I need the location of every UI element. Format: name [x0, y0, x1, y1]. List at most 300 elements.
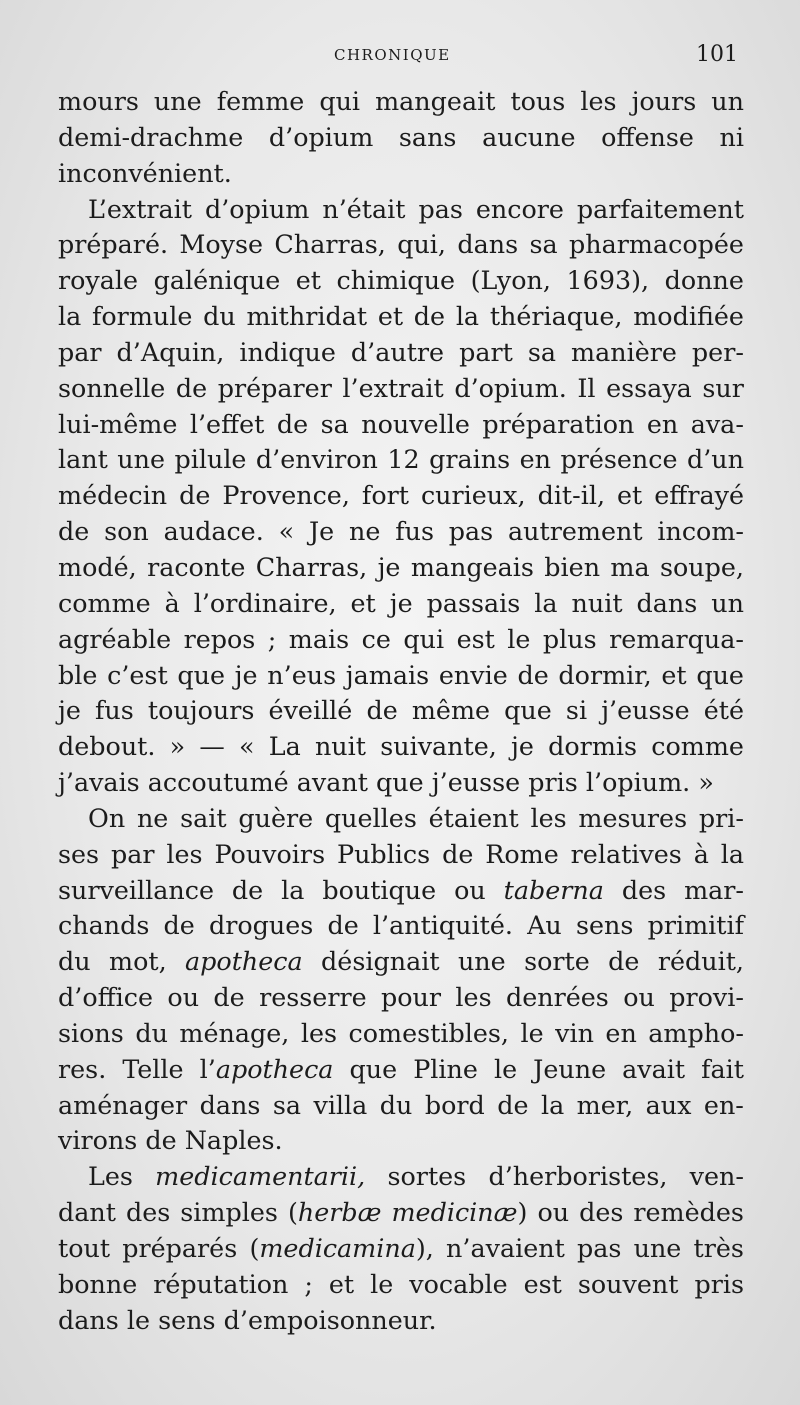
text: d’environ — [255, 444, 378, 475]
text: manière — [571, 336, 677, 367]
text: sa — [527, 336, 556, 367]
text: denrées — [505, 982, 609, 1013]
text: été — [703, 695, 744, 726]
text: grains — [429, 444, 511, 475]
text: surveillance — [58, 874, 214, 905]
word — [289, 622, 349, 658]
word — [504, 873, 604, 909]
word — [205, 192, 309, 228]
word — [482, 407, 634, 443]
word — [378, 299, 403, 335]
text: villa — [313, 1089, 368, 1120]
italic-text: taberna — [503, 874, 604, 905]
text: et — [617, 480, 643, 511]
text: la — [540, 1089, 565, 1120]
text-line — [58, 980, 744, 1016]
word — [288, 1195, 382, 1231]
text: l’effet — [189, 408, 265, 439]
word — [304, 1267, 313, 1303]
text: si — [565, 695, 588, 726]
text: que — [349, 1053, 398, 1084]
word — [321, 944, 440, 980]
text: de — [163, 910, 195, 941]
text: « — [239, 731, 255, 762]
word — [494, 1052, 517, 1088]
text: d’autre — [350, 336, 445, 367]
text: bonne — [58, 1268, 138, 1299]
text-line — [58, 729, 744, 765]
text-line — [58, 156, 744, 192]
word — [504, 693, 552, 729]
word — [58, 586, 151, 622]
word — [200, 1052, 334, 1088]
word — [165, 586, 180, 622]
word — [158, 1303, 215, 1339]
text: une — [153, 86, 202, 116]
text: de — [175, 372, 208, 403]
text: quelles — [324, 802, 417, 833]
text: drogues — [208, 910, 314, 941]
word — [174, 442, 246, 478]
text: suivante, — [380, 731, 497, 762]
text: fait — [701, 1053, 744, 1084]
text: virons — [58, 1125, 138, 1156]
word — [58, 550, 137, 586]
word — [482, 120, 575, 156]
word — [665, 263, 744, 299]
word — [145, 1123, 176, 1159]
word — [578, 801, 687, 837]
word — [58, 1267, 137, 1303]
text-line — [58, 84, 744, 120]
word — [351, 586, 376, 622]
text: d’empoisonneur. — [223, 1304, 437, 1335]
text-line — [58, 514, 744, 550]
text: d’opium. — [454, 372, 567, 403]
word — [694, 1231, 744, 1267]
text: Provence, — [222, 480, 350, 511]
word — [399, 120, 457, 156]
word — [269, 729, 301, 765]
text: désignait — [321, 946, 440, 977]
word — [370, 1267, 393, 1303]
text: pas — [576, 1233, 622, 1263]
text: ni — [719, 121, 744, 152]
word — [432, 765, 520, 801]
italic-text: apotheca — [215, 1053, 334, 1084]
text: le — [126, 1304, 151, 1335]
word — [185, 944, 303, 980]
text: d’opium — [204, 193, 310, 224]
word — [309, 514, 334, 550]
word — [361, 407, 470, 443]
text: les — [455, 982, 492, 1013]
word — [608, 944, 639, 980]
text: son — [104, 516, 149, 547]
text: mesures — [578, 802, 688, 833]
text-line — [58, 299, 744, 335]
word — [455, 980, 491, 1016]
text: essaya — [606, 372, 692, 403]
text: Au — [527, 910, 562, 941]
text: en — [519, 444, 551, 475]
text: L’extrait — [88, 193, 192, 224]
word — [636, 586, 697, 622]
text: le — [520, 1017, 544, 1048]
word — [164, 514, 264, 550]
text: ven- — [689, 1161, 744, 1192]
text: dormis — [548, 731, 638, 762]
word — [704, 1088, 744, 1124]
word — [538, 478, 605, 514]
text: mer, — [576, 1089, 634, 1120]
word — [296, 263, 321, 299]
word — [58, 84, 139, 120]
text: l’ — [199, 1053, 216, 1084]
text: aux — [645, 1089, 692, 1120]
italic-text: medicamina — [259, 1233, 416, 1263]
word — [95, 693, 134, 729]
word — [454, 371, 567, 407]
text: préparation — [482, 408, 635, 439]
text: ava- — [690, 408, 744, 439]
text: avait — [622, 1053, 686, 1084]
text: Il — [577, 372, 596, 403]
word — [58, 1016, 124, 1052]
word — [58, 908, 149, 944]
text: donne — [664, 265, 744, 296]
text: dant — [58, 1197, 116, 1228]
text: accoutumé — [147, 767, 289, 798]
word — [239, 729, 255, 765]
text: ce — [361, 623, 391, 654]
word — [511, 729, 534, 765]
text: sonnelle — [58, 372, 166, 403]
word — [421, 478, 526, 514]
text: les — [580, 86, 617, 116]
word — [651, 729, 744, 765]
word — [694, 837, 709, 873]
text: des — [125, 1197, 171, 1228]
word — [232, 873, 263, 909]
word — [520, 1016, 543, 1052]
text: des — [621, 874, 667, 905]
text: chands — [58, 910, 150, 941]
text: audace. — [163, 516, 264, 547]
word — [214, 837, 325, 873]
word — [342, 371, 443, 407]
word — [544, 550, 600, 586]
text: l’extrait — [342, 372, 444, 403]
text: c’est — [107, 659, 168, 690]
word — [329, 1267, 354, 1303]
word — [176, 371, 207, 407]
word — [58, 299, 81, 335]
text: sortes — [387, 1161, 467, 1192]
word — [580, 84, 616, 120]
text: d’office — [58, 982, 154, 1013]
word — [567, 263, 650, 299]
word — [566, 693, 587, 729]
text: du — [135, 1017, 168, 1048]
word — [387, 1159, 466, 1195]
text: d’un — [686, 444, 744, 475]
text: sa — [529, 229, 558, 260]
text: je — [511, 731, 534, 762]
text: ampho- — [648, 1017, 744, 1048]
text-line — [58, 908, 744, 944]
word — [524, 944, 590, 980]
text: tous — [510, 86, 566, 116]
word — [268, 622, 277, 658]
text: de — [497, 1089, 529, 1120]
text: indique — [239, 336, 336, 367]
word — [397, 227, 446, 263]
text: avant — [296, 767, 368, 798]
text: de — [231, 874, 264, 905]
page-number: 101 — [696, 42, 738, 67]
text: tout — [58, 1233, 111, 1263]
text: pilule — [174, 444, 247, 475]
word — [476, 192, 564, 228]
word — [313, 1088, 367, 1124]
text: comme — [651, 731, 744, 762]
word — [269, 120, 373, 156]
text: par — [110, 838, 155, 869]
text: » — [169, 731, 186, 762]
word — [646, 1088, 692, 1124]
word — [578, 1267, 679, 1303]
word — [109, 944, 167, 980]
text: est — [523, 1268, 562, 1299]
text: Jeune — [533, 1053, 607, 1084]
word — [322, 873, 436, 909]
text: sa — [272, 1089, 302, 1120]
text: aucune — [482, 121, 576, 152]
text: pharmacopée — [569, 229, 744, 260]
text: dormir, — [558, 659, 652, 690]
word — [58, 371, 165, 407]
text: les — [166, 838, 203, 869]
text: vin — [555, 1017, 594, 1048]
text: de — [442, 838, 474, 869]
text-line — [58, 1267, 744, 1303]
word — [239, 335, 335, 371]
word — [528, 335, 556, 371]
text: pour — [381, 982, 442, 1013]
word — [488, 1159, 667, 1195]
word — [610, 550, 649, 586]
word — [194, 586, 337, 622]
text: dit-il, — [537, 480, 606, 511]
text: mangeais — [410, 551, 534, 582]
text: la — [455, 301, 480, 332]
word — [654, 478, 744, 514]
text: du — [379, 1089, 413, 1120]
italic-text: herbæ — [297, 1197, 382, 1228]
text: ou — [167, 982, 200, 1013]
text: préparer — [217, 372, 332, 403]
text: la — [58, 301, 82, 332]
text: toujours — [147, 695, 255, 726]
word — [327, 908, 358, 944]
word — [319, 84, 360, 120]
word — [148, 765, 289, 801]
word — [456, 299, 479, 335]
text: par — [58, 336, 102, 367]
word — [203, 299, 236, 335]
word — [209, 908, 313, 944]
text: resserre — [259, 982, 367, 1013]
word — [457, 622, 495, 658]
word — [543, 622, 597, 658]
word — [579, 1195, 623, 1231]
text: mot, — [109, 946, 167, 977]
text: je — [234, 659, 258, 690]
text: demi-drachme — [58, 121, 244, 152]
text: un — [711, 86, 744, 116]
word — [380, 729, 497, 765]
word — [224, 1303, 437, 1339]
word — [485, 837, 559, 873]
italic-text: apotheca — [185, 946, 303, 977]
word — [88, 192, 192, 228]
text-line — [58, 263, 744, 299]
word — [711, 586, 744, 622]
text: Charras, — [274, 229, 386, 260]
text: repos — [183, 623, 256, 654]
word — [281, 873, 304, 909]
word — [390, 586, 413, 622]
text: ( — [249, 1233, 260, 1263]
text-line — [58, 1016, 744, 1052]
text: ses — [58, 838, 100, 869]
text: dans — [199, 1089, 261, 1120]
text: sait — [180, 802, 227, 833]
text: (Lyon, — [470, 265, 551, 296]
text: debout. — [58, 731, 156, 762]
word — [321, 407, 349, 443]
word — [122, 1231, 237, 1267]
text: et — [350, 587, 376, 618]
text: 1693), — [566, 265, 650, 296]
text: Je — [308, 516, 335, 547]
word — [577, 1088, 634, 1124]
text: mours — [58, 86, 139, 116]
text: passais — [426, 587, 521, 618]
word — [58, 873, 214, 909]
word — [349, 514, 380, 550]
text: de — [366, 695, 398, 726]
word — [297, 765, 368, 801]
text: n’avaient — [446, 1233, 565, 1263]
text-line — [58, 407, 744, 443]
text: Les — [88, 1161, 133, 1192]
text: une — [457, 946, 506, 977]
text: du — [58, 946, 91, 977]
text: de — [517, 659, 549, 690]
text: ménage, — [179, 1017, 290, 1048]
text: incom- — [657, 516, 744, 547]
word — [58, 156, 232, 192]
text: de — [413, 301, 446, 332]
word — [167, 980, 199, 1016]
text: » — [698, 767, 714, 798]
word — [117, 335, 225, 371]
word — [58, 407, 177, 443]
word — [199, 729, 224, 765]
text-line — [58, 622, 744, 658]
text: réputation — [153, 1268, 289, 1299]
word — [58, 1195, 116, 1231]
text: curieux, — [420, 480, 526, 511]
word — [506, 980, 609, 1016]
text: je — [389, 587, 413, 618]
text: inconvénient. — [58, 157, 232, 188]
text: de — [276, 408, 309, 439]
text: mais — [288, 623, 350, 654]
word — [351, 335, 444, 371]
word — [322, 192, 405, 228]
text: j’avais — [58, 767, 140, 798]
text: Telle — [122, 1053, 184, 1084]
word — [200, 1088, 261, 1124]
word — [459, 335, 513, 371]
word — [217, 84, 305, 120]
text-line — [58, 120, 744, 156]
text: ne — [136, 802, 169, 833]
word — [104, 514, 149, 550]
word — [622, 873, 666, 909]
text: ou — [454, 874, 486, 905]
word — [346, 658, 429, 694]
text-line — [58, 335, 744, 371]
word — [380, 1088, 413, 1124]
word — [530, 801, 566, 837]
text: formule — [92, 301, 193, 332]
text: de — [213, 982, 245, 1013]
word — [449, 514, 493, 550]
word — [179, 227, 263, 263]
word — [337, 263, 456, 299]
text: thériaque, — [489, 301, 623, 332]
word — [154, 84, 202, 120]
text: autrement — [508, 516, 643, 547]
text: fus — [395, 516, 434, 547]
text: ne — [348, 516, 381, 547]
text: fus — [95, 695, 134, 726]
word — [409, 1267, 507, 1303]
word — [701, 1052, 744, 1088]
word — [111, 837, 155, 873]
text: pas — [448, 516, 494, 547]
word — [634, 1231, 682, 1267]
text: j’eusse — [431, 767, 521, 798]
word — [617, 478, 642, 514]
word — [660, 550, 744, 586]
text: Pouvoirs — [214, 838, 326, 869]
running-head — [0, 40, 800, 70]
text: sens — [158, 1304, 216, 1335]
text: le — [507, 623, 531, 654]
word — [179, 1016, 289, 1052]
word — [577, 371, 595, 407]
text: provi- — [669, 982, 744, 1013]
word — [699, 801, 744, 837]
word — [153, 1267, 288, 1303]
text: du — [203, 301, 236, 332]
word — [517, 658, 548, 694]
